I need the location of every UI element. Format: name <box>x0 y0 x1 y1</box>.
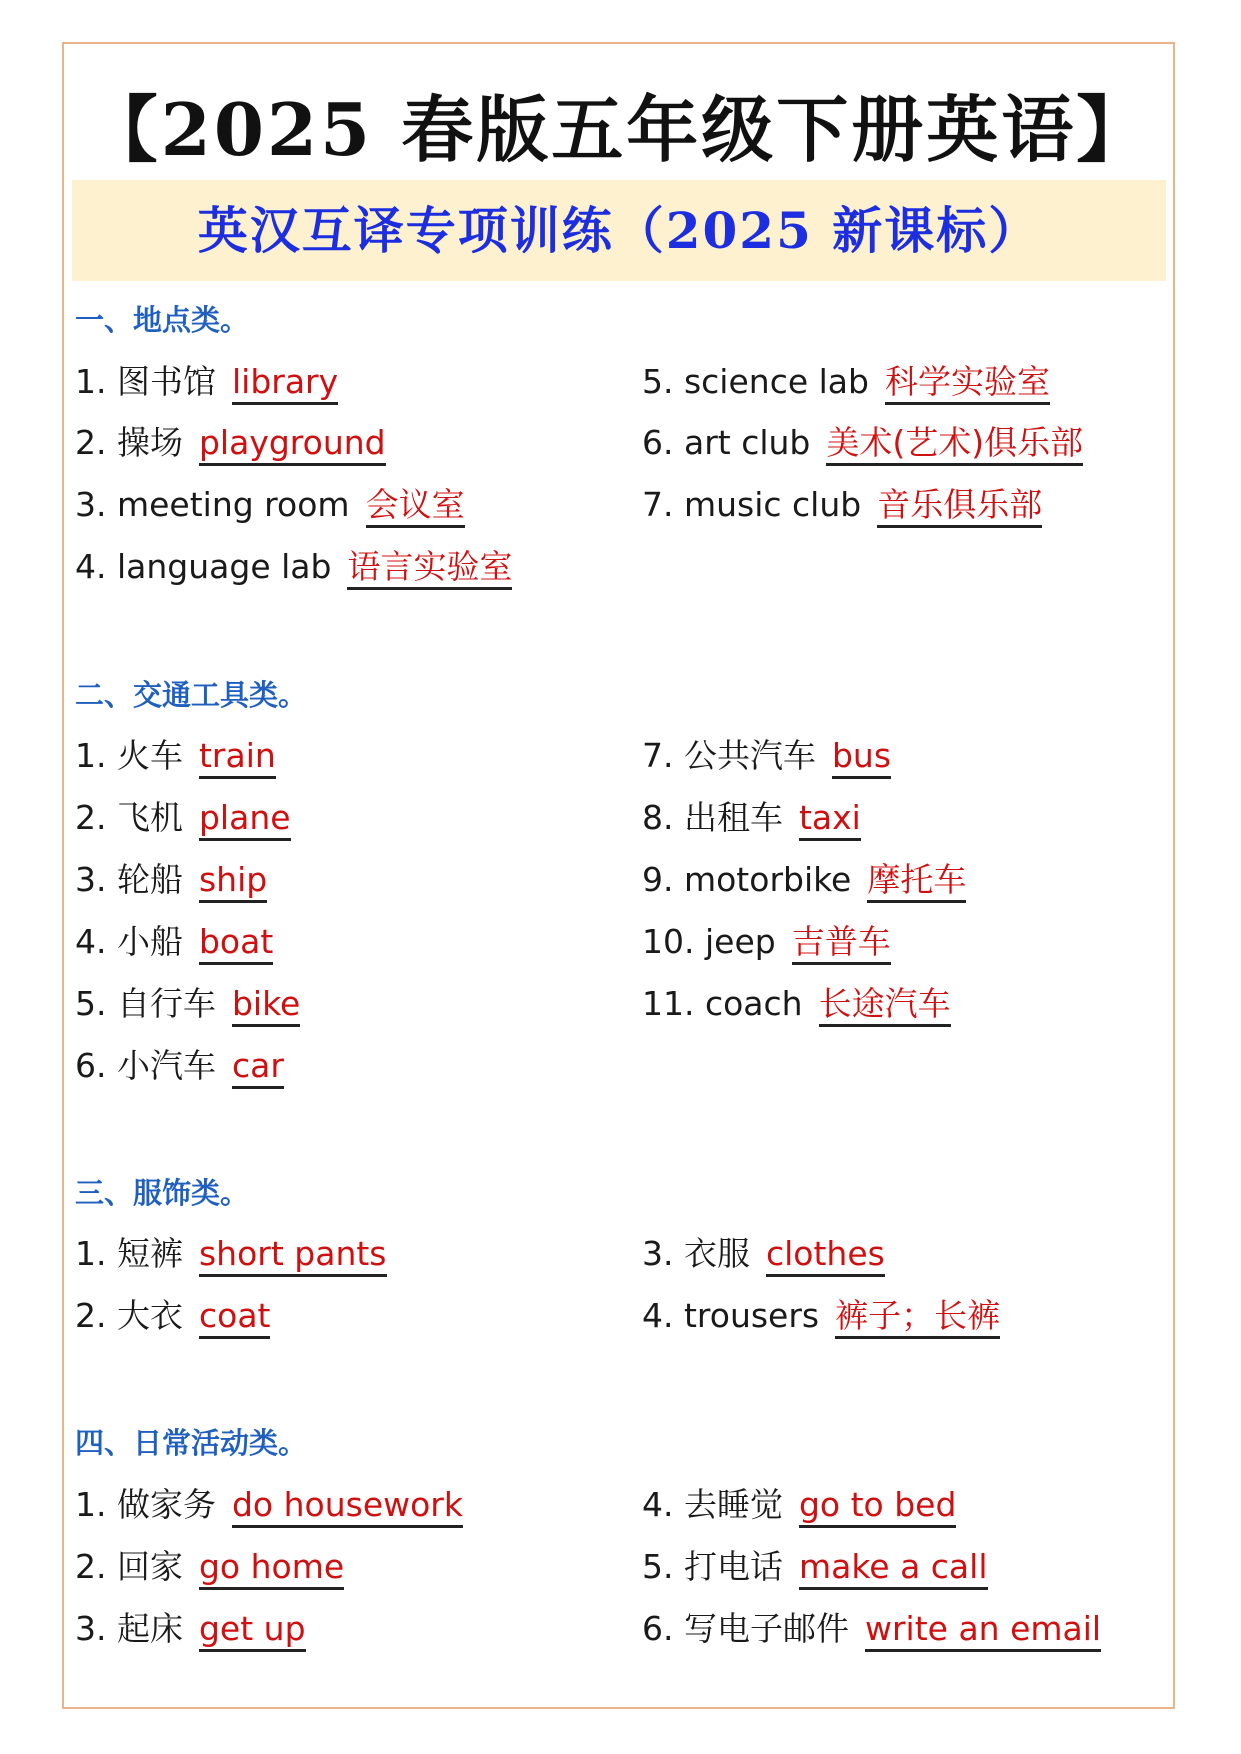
question: 10. jeep <box>642 922 776 961</box>
section-heading-daily-activities: 四、日常活动类。 <box>75 1426 308 1460</box>
list-item <box>75 1545 344 1589</box>
subtitle-banner <box>72 180 1166 281</box>
answer: clothes <box>766 1234 885 1277</box>
answer: ship <box>199 860 267 903</box>
question: 6. 写电子邮件 <box>642 1609 849 1648</box>
list-item <box>642 920 891 964</box>
section-heading-clothing: 三、服饰类。 <box>75 1176 250 1210</box>
answer: 科学实验室 <box>885 362 1050 405</box>
question: 11. coach <box>642 984 803 1023</box>
list-item <box>75 1044 284 1088</box>
question: 8. 出租车 <box>642 798 783 837</box>
list-item <box>75 858 267 902</box>
list-item <box>642 858 966 902</box>
answer: 音乐俱乐部 <box>877 485 1042 528</box>
list-item <box>642 734 891 778</box>
subtitle: 英汉互译专项训练（2025 新课标） <box>197 201 1041 260</box>
question: 7. 公共汽车 <box>642 736 816 775</box>
list-item <box>642 982 951 1026</box>
question: 4. trousers <box>642 1296 820 1335</box>
question: 7. music club <box>642 485 862 524</box>
list-item <box>75 1232 387 1276</box>
list-item <box>75 734 276 778</box>
answer: train <box>199 736 276 779</box>
question: 3. 衣服 <box>642 1234 750 1273</box>
question: 6. 小汽车 <box>75 1046 216 1085</box>
question: 3. 起床 <box>75 1609 183 1648</box>
list-item <box>642 1483 956 1527</box>
answer: bike <box>232 984 300 1027</box>
question: 2. 大衣 <box>75 1296 183 1335</box>
list-item <box>75 483 465 527</box>
list-item <box>75 360 338 404</box>
answer: 长途汽车 <box>819 984 951 1027</box>
section-heading-transport: 二、交通工具类。 <box>75 678 308 712</box>
answer: playground <box>199 423 386 466</box>
page-title: 【2025 春版五年级下册英语】 <box>85 87 1152 172</box>
question: 5. 自行车 <box>75 984 216 1023</box>
list-item <box>642 796 861 840</box>
question: 3. 轮船 <box>75 860 183 899</box>
answer: make a call <box>799 1547 988 1590</box>
answer: 吉普车 <box>792 922 891 965</box>
question: 4. language lab <box>75 547 332 586</box>
list-item <box>75 1607 306 1651</box>
answer: short pants <box>199 1234 387 1277</box>
list-item <box>642 483 1042 527</box>
question: 3. meeting room <box>75 485 350 524</box>
list-item <box>642 1607 1101 1651</box>
list-item <box>75 1294 270 1338</box>
list-item <box>75 421 386 465</box>
list-item <box>642 1545 988 1589</box>
question: 1. 短裤 <box>75 1234 183 1273</box>
list-item <box>75 920 273 964</box>
answer: car <box>232 1046 284 1089</box>
answer: 会议室 <box>366 485 465 528</box>
question: 5. 打电话 <box>642 1547 783 1586</box>
list-item <box>642 1232 885 1276</box>
section-heading-places: 一、地点类。 <box>75 303 250 337</box>
question: 1. 做家务 <box>75 1485 216 1524</box>
question: 1. 火车 <box>75 736 183 775</box>
answer: plane <box>199 798 291 841</box>
answer: go to bed <box>799 1485 956 1528</box>
question: 2. 操场 <box>75 423 183 462</box>
answer: bus <box>832 736 891 779</box>
question: 5. science lab <box>642 362 869 401</box>
question: 4. 小船 <box>75 922 183 961</box>
answer: 摩托车 <box>867 860 966 903</box>
answer: library <box>232 362 338 405</box>
answer: do housework <box>232 1485 463 1528</box>
list-item <box>642 360 1050 404</box>
answer: get up <box>199 1609 306 1652</box>
question: 6. art club <box>642 423 811 462</box>
answer: 语言实验室 <box>347 547 512 590</box>
answer: boat <box>199 922 273 965</box>
list-item <box>642 421 1083 465</box>
answer: go home <box>199 1547 344 1590</box>
answer: 美术(艺术)俱乐部 <box>826 423 1083 466</box>
answer: write an email <box>865 1609 1101 1652</box>
question: 4. 去睡觉 <box>642 1485 783 1524</box>
list-item <box>75 796 291 840</box>
answer: taxi <box>799 798 861 841</box>
question: 2. 飞机 <box>75 798 183 837</box>
list-item <box>75 545 512 589</box>
question: 9. motorbike <box>642 860 852 899</box>
answer: coat <box>199 1296 271 1339</box>
list-item <box>642 1294 1000 1338</box>
list-item <box>75 982 300 1026</box>
list-item <box>75 1483 463 1527</box>
question: 2. 回家 <box>75 1547 183 1586</box>
answer: 裤子；长裤 <box>835 1296 1000 1339</box>
question: 1. 图书馆 <box>75 362 216 401</box>
